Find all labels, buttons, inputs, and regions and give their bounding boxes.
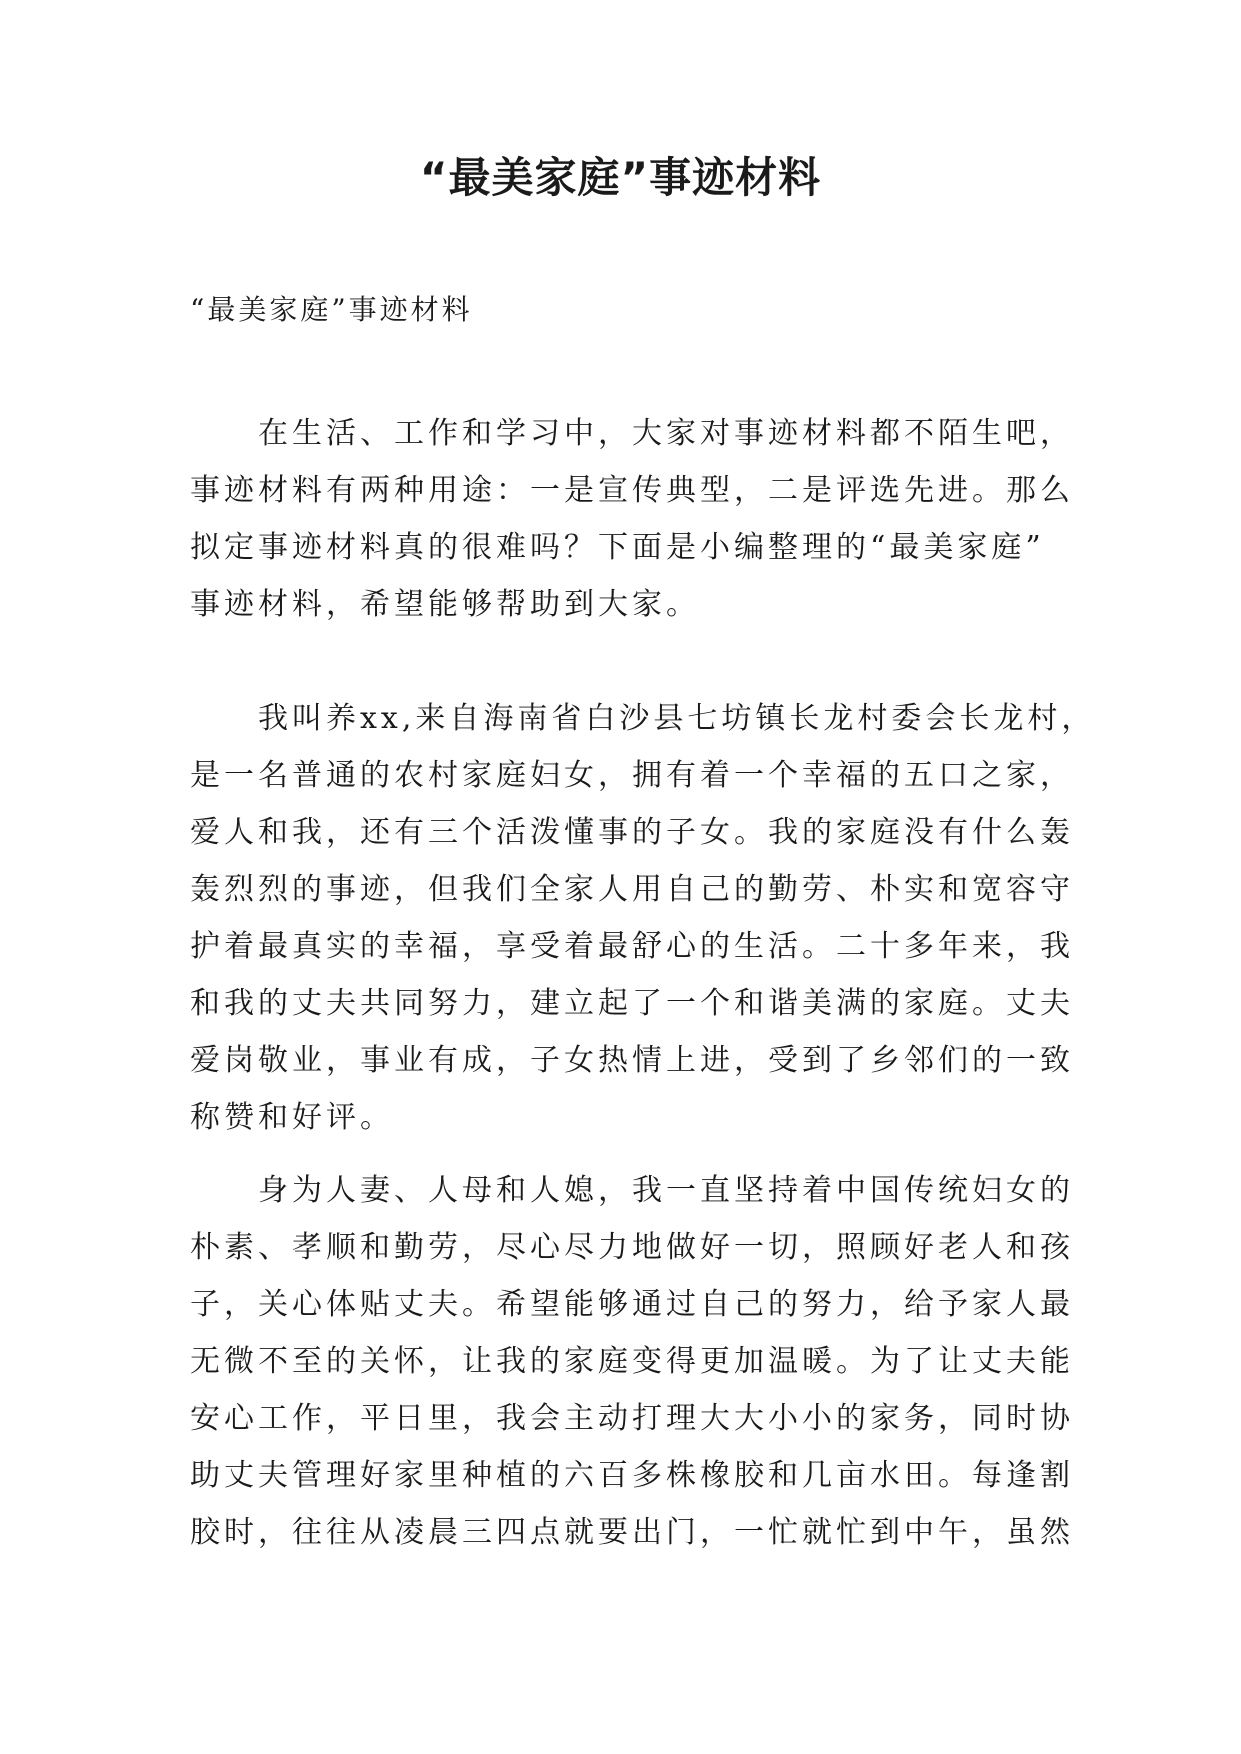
paragraph-line: 是一名普通的农村家庭妇女，拥有着一个幸福的五口之家， <box>190 758 1074 793</box>
paragraph-line: 身为人妻、人母和人媳，我一直坚持着中国传统妇女的 <box>258 1173 1074 1208</box>
paragraph-line: 在生活、工作和学习中，大家对事迹材料都不陌生吧， <box>258 416 1074 451</box>
paragraph-line: 无微不至的关怀，让我的家庭变得更加温暖。为了让丈夫能 <box>190 1344 1074 1379</box>
paragraph-line: 和我的丈夫共同努力，建立起了一个和谐美满的家庭。丈夫 <box>190 986 1074 1021</box>
paragraph-line: 我叫养xx,来自海南省白沙县七坊镇长龙村委会长龙村， <box>258 701 1096 736</box>
paragraph-line: 胶时，往往从凌晨三四点就要出门，一忙就忙到中午，虽然 <box>190 1515 1074 1550</box>
paragraph-line: 护着最真实的幸福，享受着最舒心的生活。二十多年来，我 <box>190 929 1074 964</box>
paragraph-intro <box>190 405 1074 633</box>
paragraph-line: 安心工作，平日里，我会主动打理大大小小的家务，同时协 <box>190 1401 1074 1436</box>
paragraph-line: 爱人和我，还有三个活泼懂事的子女。我的家庭没有什么轰 <box>190 815 1074 850</box>
paragraph-roles <box>190 1162 1074 1561</box>
paragraph-line: 轰烈烈的事迹，但我们全家人用自己的勤劳、朴实和宽容守 <box>190 872 1074 907</box>
paragraph-line: 拟定事迹材料真的很难吗？下面是小编整理的“最美家庭” <box>190 530 1045 565</box>
paragraph-line: 子，关心体贴丈夫。希望能够通过自己的努力，给予家人最 <box>190 1287 1074 1322</box>
document-title: “最美家庭”事迹材料 <box>419 153 822 202</box>
paragraph-family-intro <box>190 690 1096 1146</box>
paragraph-line: 称赞和好评。 <box>190 1100 394 1135</box>
paragraph-line: 爱岗敬业，事业有成，子女热情上进，受到了乡邻们的一致 <box>190 1043 1074 1078</box>
paragraph-line: 事迹材料，希望能够帮助到大家。 <box>190 587 700 622</box>
paragraph-line: 助丈夫管理好家里种植的六百多株橡胶和几亩水田。每逢割 <box>190 1458 1074 1493</box>
document-subtitle: “最美家庭”事迹材料 <box>190 293 473 326</box>
paragraph-line: 事迹材料有两种用途：一是宣传典型，二是评选先进。那么 <box>190 473 1074 508</box>
paragraph-line: 朴素、孝顺和勤劳，尽心尽力地做好一切，照顾好老人和孩 <box>190 1230 1074 1265</box>
